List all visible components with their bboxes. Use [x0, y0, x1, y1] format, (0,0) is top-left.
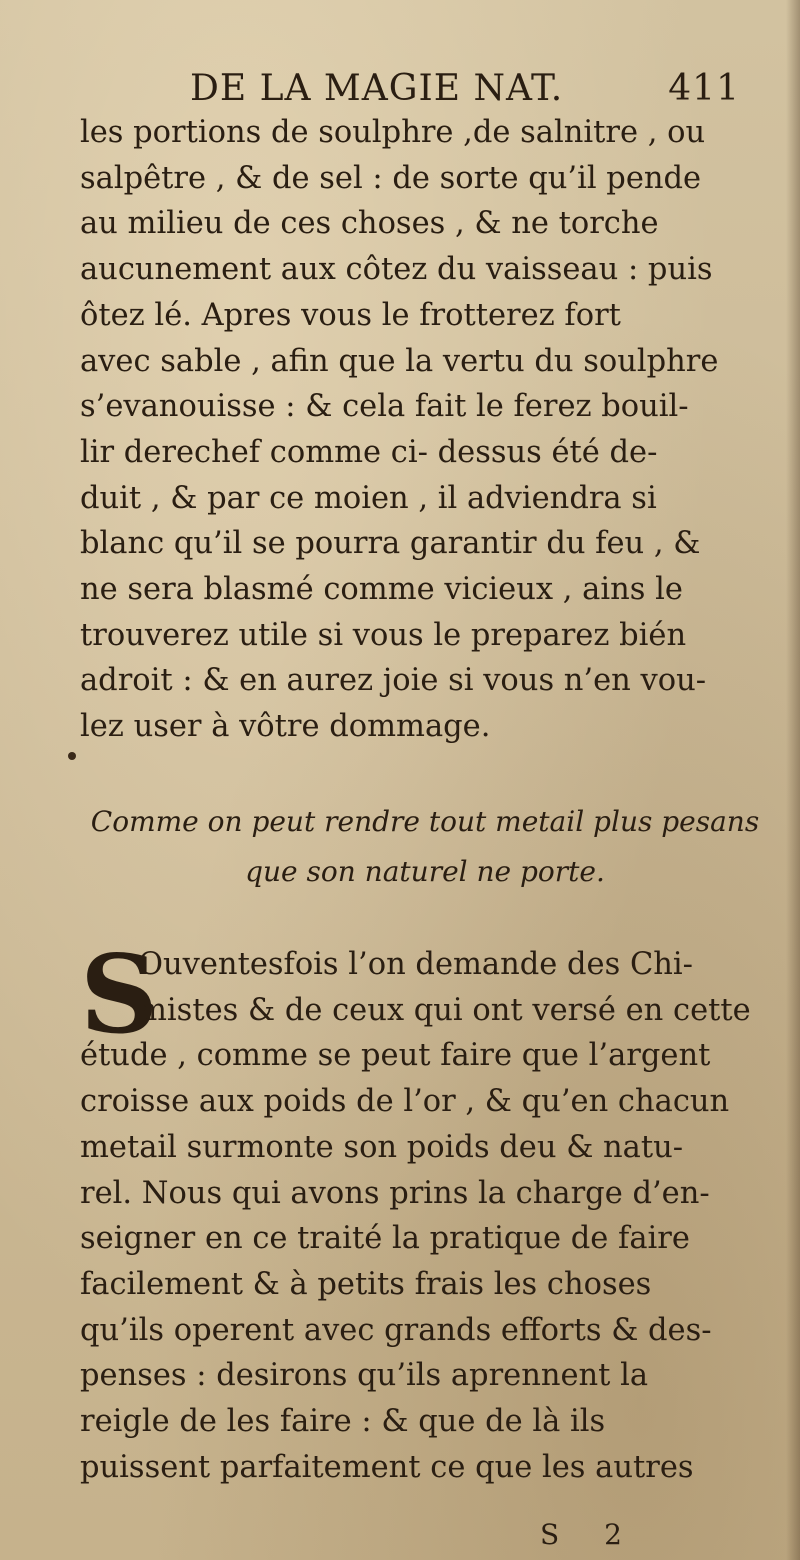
drop-cap: S: [80, 932, 158, 1058]
text-line: les portions de soulphre ,de salnitre , ou: [80, 115, 706, 150]
running-title: DE LA MAGIE NAT.: [190, 68, 564, 109]
text-line: trouverez utile si vous le preparez bién: [80, 617, 687, 653]
text-line: étude , comme se peut faire que l’argent: [80, 1038, 711, 1074]
text-line: qu’ils operent avec grands efforts & des-: [80, 1312, 712, 1348]
section-heading-line-2: que son naturel ne porte.: [245, 855, 605, 888]
text-line: duit , & par ce moien , il adviendra si: [80, 480, 657, 516]
text-line: s’evanouisse : & cela fait le ferez bouil-: [80, 389, 689, 425]
text-line: avec sable , afin que la vertu du soulphre: [80, 343, 719, 379]
text-line: Ouventesfois l’on demande des Chi-: [138, 947, 693, 982]
text-line: rel. Nous qui avons prins la charge d’en-: [80, 1175, 710, 1211]
text-line: aucunement aux côtez du vaisseau : puis: [80, 252, 713, 288]
text-line: blanc qu’il se pourra garantir du feu , &: [80, 526, 701, 562]
text-line: facilement & à petits frais les choses: [80, 1266, 652, 1302]
paragraph-2: [80, 932, 770, 1490]
text-line: adroit : & en aurez joie si vous n’en vou-: [80, 663, 707, 699]
text-line: lez user à vôtre dommage.: [80, 709, 491, 745]
text-line: metail surmonte son poids deu & natu-: [80, 1129, 684, 1165]
text-line: penses : desirons qu’ils aprennent la: [80, 1358, 649, 1394]
running-header: [190, 66, 750, 112]
text-line: salpêtre , & de sel : de sorte qu’il pende: [80, 160, 702, 196]
paragraph-1: [80, 110, 770, 750]
page-edge-shadow: [786, 0, 800, 1560]
signature-mark: S 2: [540, 1518, 640, 1551]
text-line: ne sera blasmé comme vicieux , ains le: [80, 572, 683, 608]
text-line: puissent parfaitement ce que les autres: [80, 1449, 694, 1485]
text-line: seigner en ce traité la pratique de faire: [80, 1221, 690, 1257]
ink-mark: [68, 752, 76, 760]
text-line: mistes & de ceux qui ont versé en cette: [138, 992, 751, 1028]
text-line: croisse aux poids de l’or , & qu’en chacun: [80, 1084, 730, 1120]
section-heading-line-1: Comme on peut rendre tout metail plus pesans: [90, 805, 760, 838]
page-number: 411: [668, 68, 740, 109]
text-line: ôtez lé. Apres vous le frotterez fort: [80, 297, 621, 333]
text-line: au milieu de ces choses , & ne torche: [80, 206, 659, 242]
text-line: lir derechef comme ci- dessus été de-: [80, 434, 658, 470]
text-line: reigle de les faire : & que de là ils: [80, 1404, 606, 1440]
